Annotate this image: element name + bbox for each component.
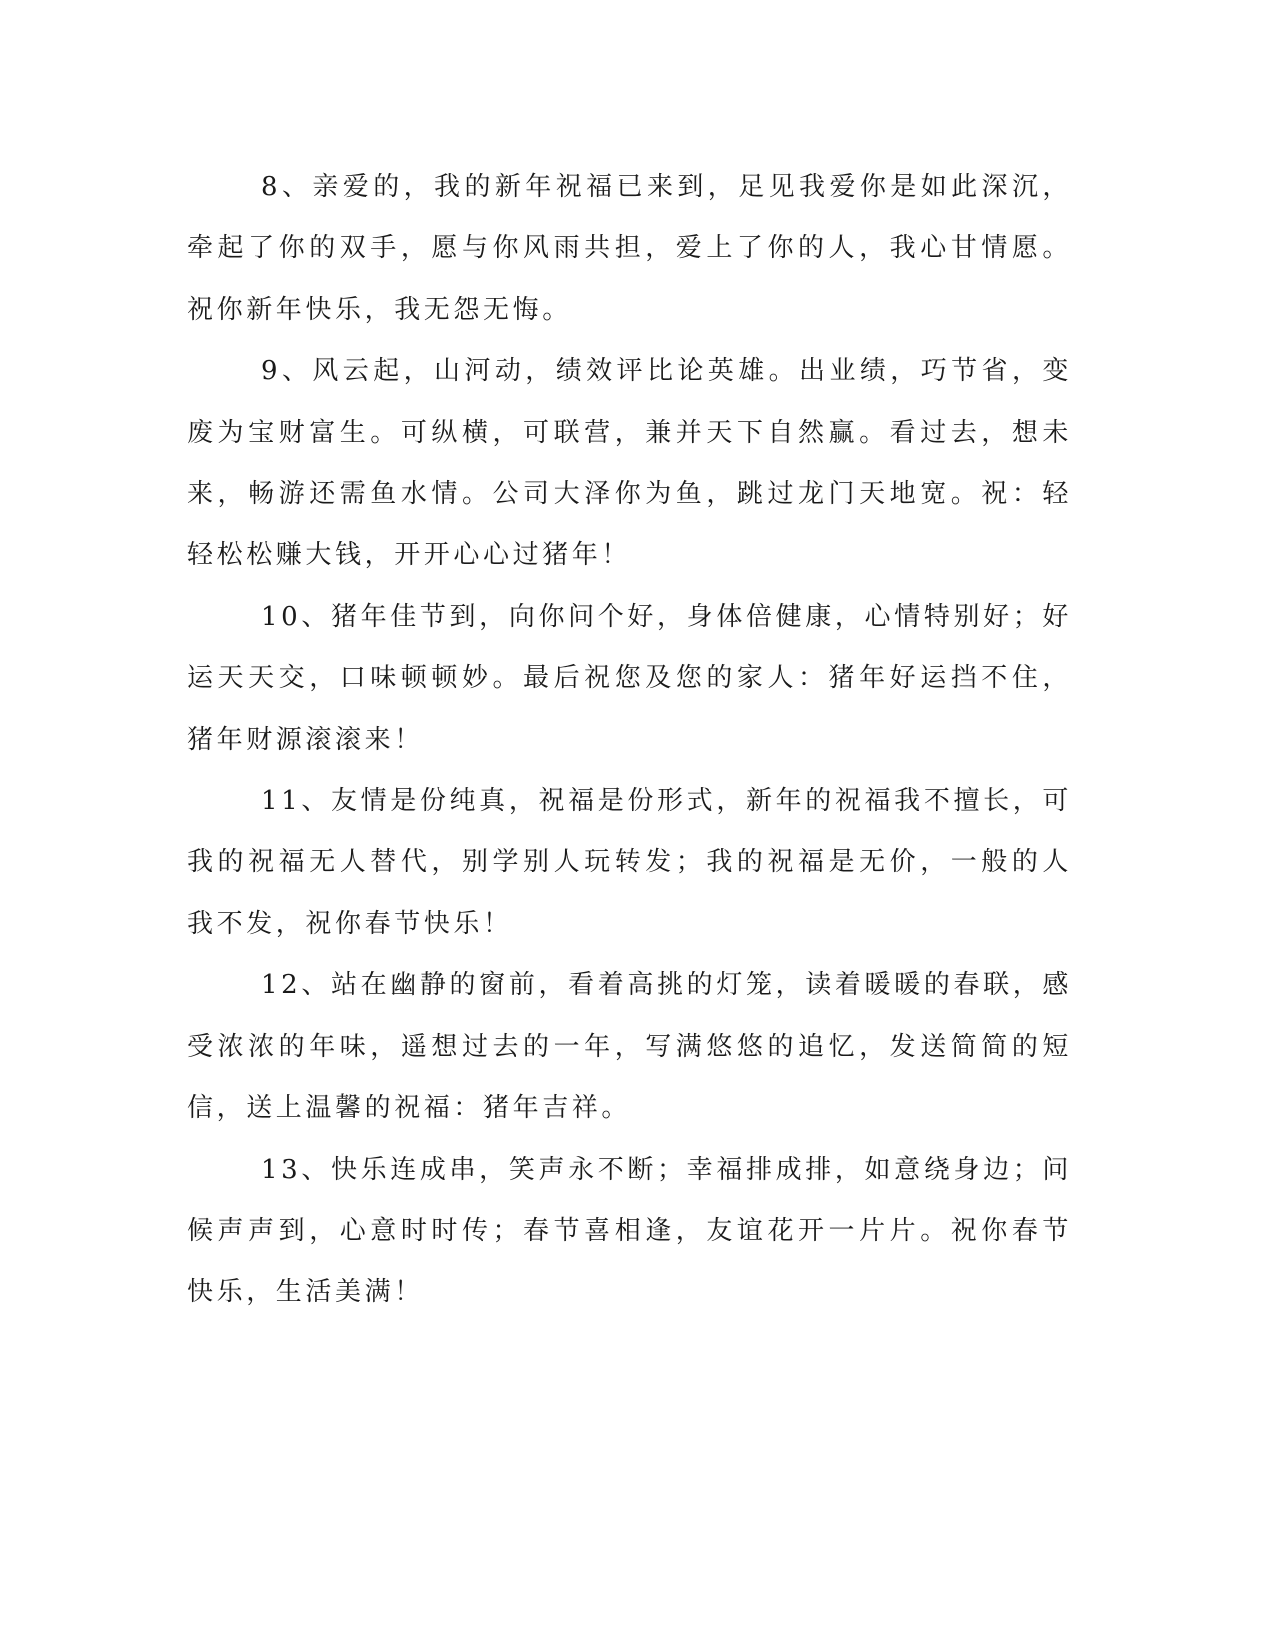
paragraph-10: 10、猪年佳节到，向你问个好，身体倍健康，心情特别好；好运天天交，口味顿顿妙。最后祝您及您的家人：猪年好运挡不住，猪年财源滚滚来！ — [187, 601, 1072, 755]
paragraph-9: 9、风云起，山河动，绩效评比论英雄。出业绩，巧节省，变废为宝财富生。可纵横，可联营，兼并天下自然赢。看过去，想未来，畅游还需鱼水情。公司大泽你为鱼，跳过龙门天地宽。祝：轻轻松松赚大钱，开开心心过猪年！ — [187, 356, 1072, 571]
paragraph-13: 13、快乐连成串，笑声永不断；幸福排成排，如意绕身边；问候声声到，心意时时传；春节喜相逢，友谊花开一片片。祝你春节快乐，生活美满！ — [187, 1154, 1072, 1308]
paragraph-11: 11、友情是份纯真，祝福是份形式，新年的祝福我不擅长，可我的祝福无人替代，别学别人玩转发；我的祝福是无价，一般的人我不发，祝你春节快乐！ — [187, 786, 1072, 939]
document-body — [187, 157, 1072, 1324]
paragraph-12: 12、站在幽静的窗前，看着高挑的灯笼，读着暖暖的春联，感受浓浓的年味，遥想过去的一年，写满悠悠的追忆，发送简简的短信，送上温馨的祝福：猪年吉祥。 — [187, 970, 1072, 1124]
paragraph-8: 8、亲爱的，我的新年祝福已来到，足见我爱你是如此深沉，牵起了你的双手，愿与你风雨共担，爱上了你的人，我心甘情愿。祝你新年快乐，我无怨无悔。 — [187, 172, 1072, 325]
